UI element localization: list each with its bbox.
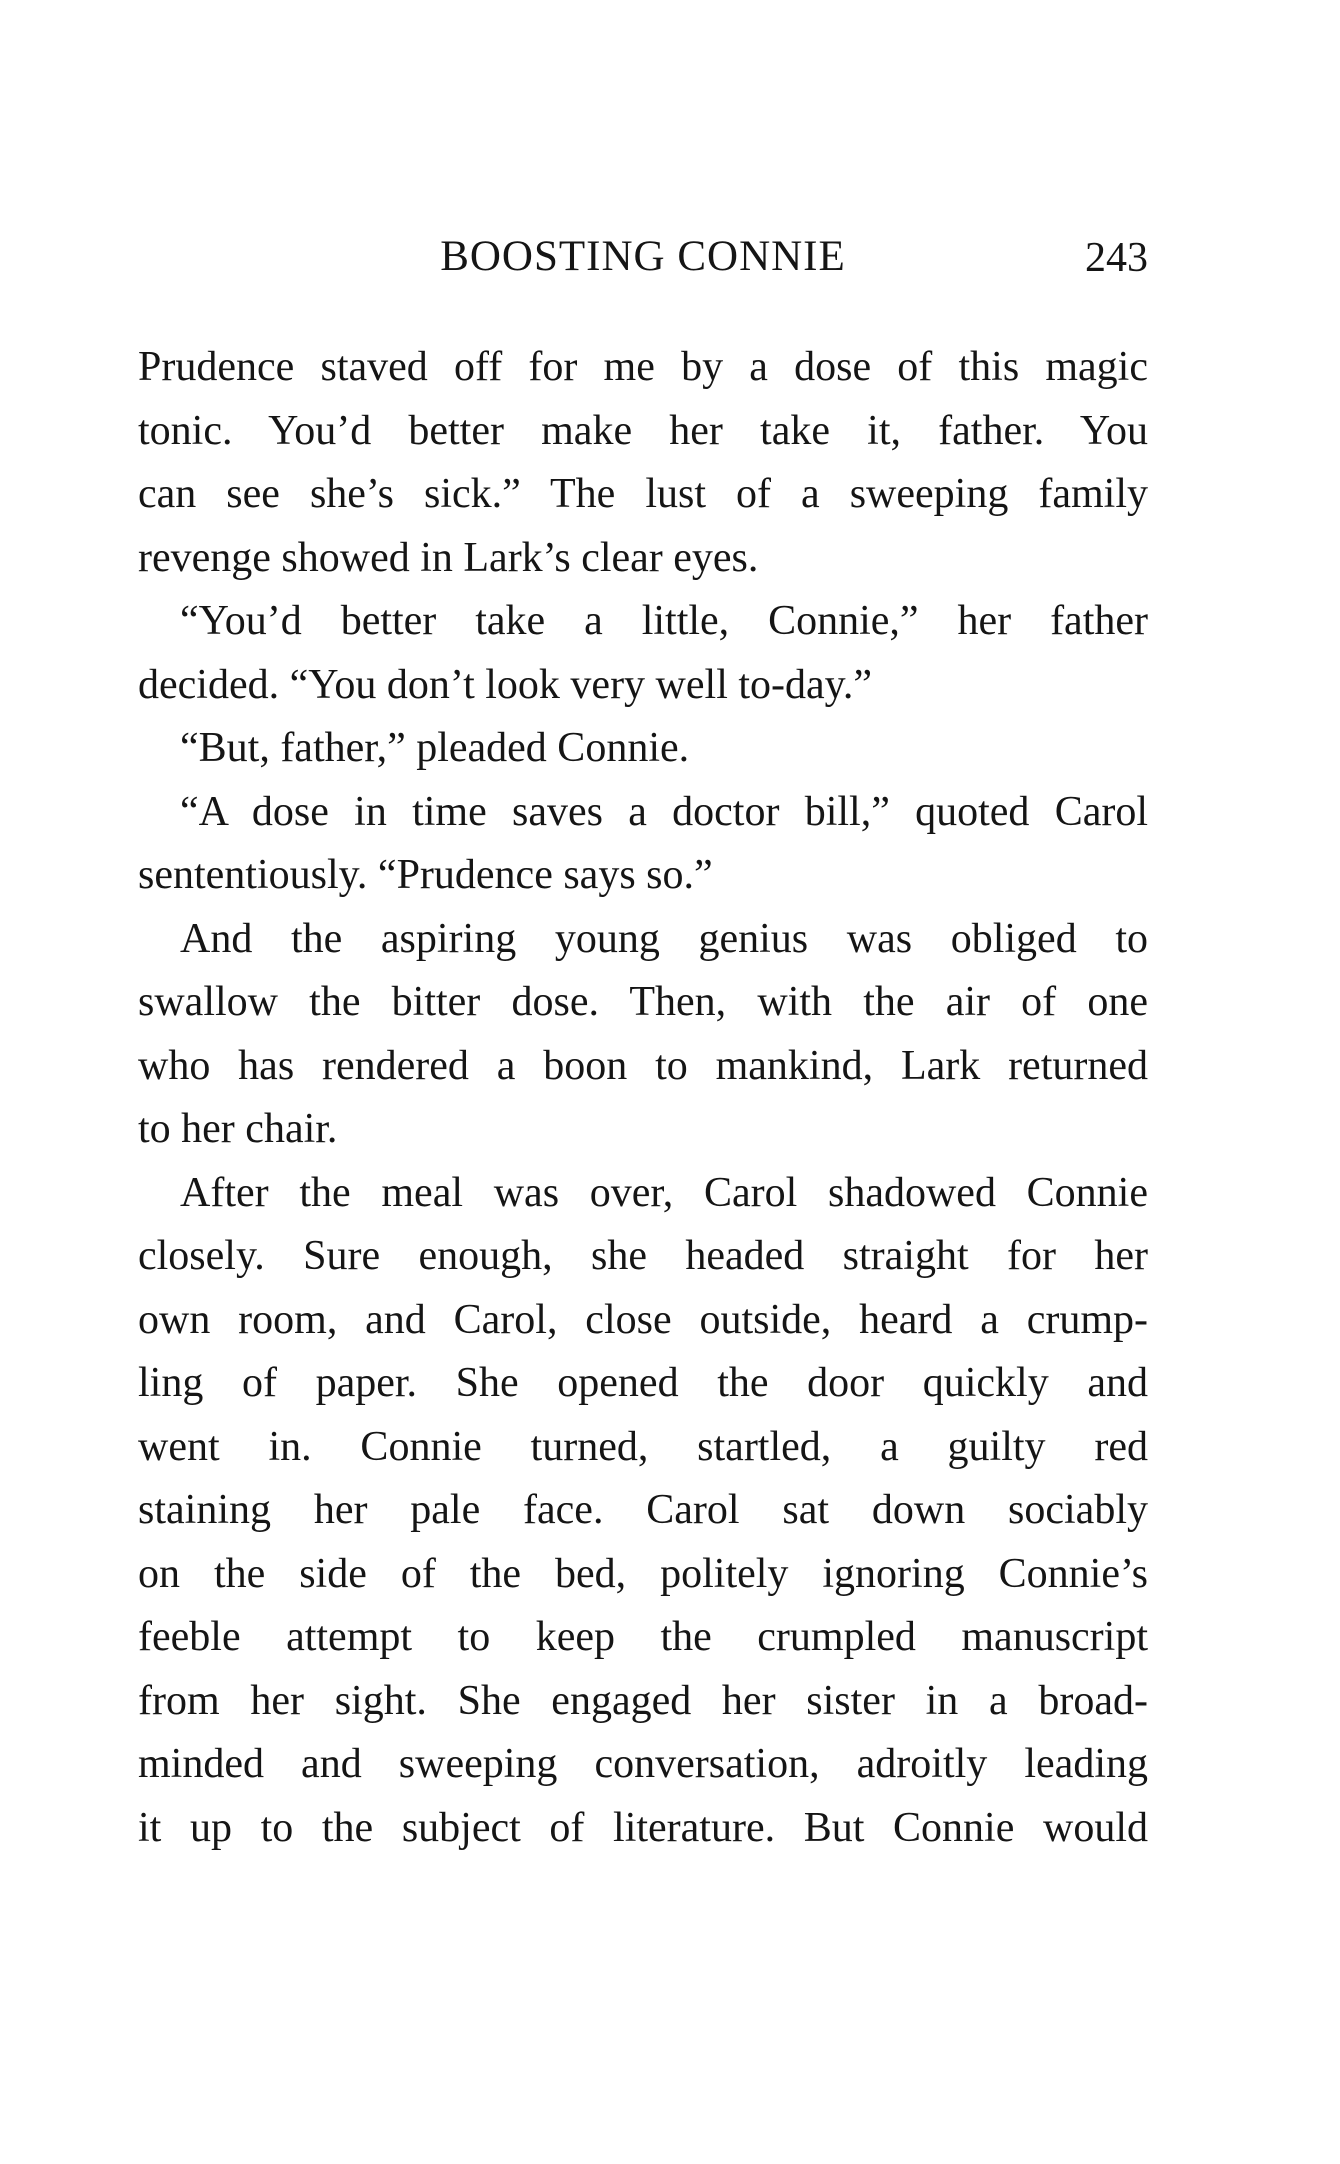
chapter-title: BOOSTING CONNIE — [440, 233, 846, 280]
text-line: went in. Connie turned, startled, a guilty red — [138, 1423, 1148, 1470]
text-line: Prudence staved off for me by a dose of this magic — [138, 344, 1148, 390]
text-line: minded and sweeping conversation, adroitly leading — [138, 1741, 1148, 1787]
text-line: staining her pale face. Carol sat down sociably — [138, 1487, 1148, 1533]
body-text — [138, 336, 1148, 1860]
text-line: tonic. You’d better make her take it, father. You — [138, 407, 1148, 454]
text-line: on the side of the bed, politely ignoring Connie’s — [138, 1550, 1148, 1597]
text-line: it up to the subject of literature. But Connie would — [138, 1804, 1148, 1851]
text-line: After the meal was over, Carol shadowed Connie — [180, 1169, 1148, 1216]
running-head — [138, 232, 1148, 292]
text-line: to her chair. — [138, 1106, 338, 1152]
text-line: can see she’s sick.” The lust of a sweeping family — [138, 471, 1148, 517]
text-line: “A dose in time saves a doctor bill,” quoted Carol — [180, 788, 1148, 835]
text-line: sententiously. “Prudence says so.” — [138, 852, 713, 898]
text-line: who has rendered a boon to mankind, Lark returned — [138, 1042, 1148, 1089]
text-line: from her sight. She engaged her sister in a broad- — [138, 1677, 1148, 1724]
text-line: “You’d better take a little, Connie,” her father — [180, 598, 1148, 644]
text-line: And the aspiring young genius was obliged to — [180, 915, 1148, 962]
text-line: swallow the bitter dose. Then, with the air of one — [138, 979, 1148, 1025]
text-line: decided. “You don’t look very well to-day.” — [138, 661, 873, 708]
text-line: “But, father,” pleaded Connie. — [180, 725, 690, 771]
text-line: revenge showed in Lark’s clear eyes. — [138, 534, 759, 581]
text-line: ling of paper. She opened the door quickly and — [138, 1360, 1148, 1406]
text-line: closely. Sure enough, she headed straight for her — [138, 1233, 1148, 1279]
text-line: own room, and Carol, close outside, heard a crump- — [138, 1296, 1148, 1343]
text-line: feeble attempt to keep the crumpled manuscript — [138, 1614, 1148, 1660]
page-number: 243 — [1085, 235, 1148, 281]
